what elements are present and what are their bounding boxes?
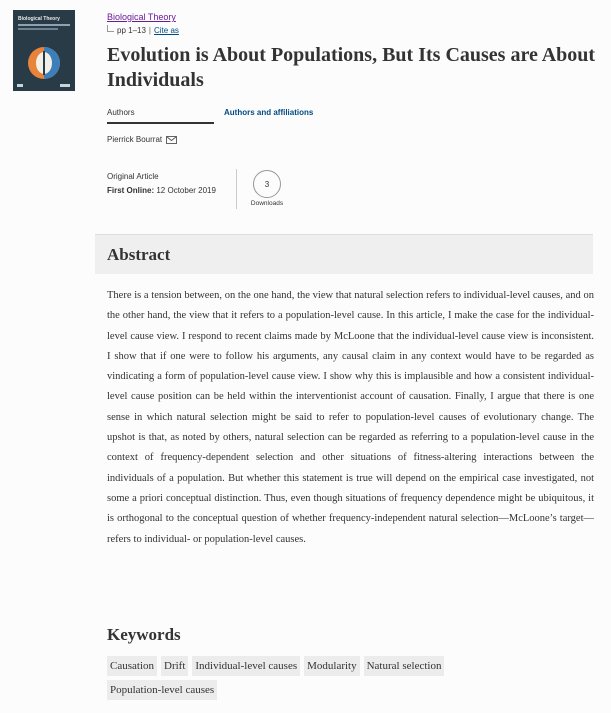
cover-subtitle-bar: [18, 24, 70, 26]
cite-as-link[interactable]: Cite as: [154, 25, 179, 35]
author-entry: [107, 135, 177, 144]
keywords-list: [107, 656, 527, 704]
keywords-heading: Keywords: [107, 625, 181, 644]
keyword-chip: Natural selection: [364, 656, 445, 676]
abstract-text: There is a tension between, on the one hand, the view that natural selection refers to individual-level causes, and on the other hand, the view that it refers to a population-level cause. In this article, I make the case for the individual-level cause view. I respond to recent claims made by McLoone that the individual-level cause view is inconsistent. I show that if one were to follow his arguments, any causal claim in any context would have to be regarded as vindicating a form of population-level cause view. I show why this is implausible and how a consistent individual-level cause position can be held within the interventionist account of causation. Finally, I argue that there is one sense in which natural selection might be said to refer to population-level causes of evolutionary change. The upshot is that, as noted by others, natural selection can be regarded as referring to a population-level cause in the context of frequency-dependent selection and other situations of fitness-altering interactions between the individuals of a population. But whether this statement is true will depend on the empirical case investigated, not some a priori conceptual distinction. Thus, even though situations of frequency dependence might be ubiquitous, it is orthogonal to the conceptual question of whether frequency-independent natural selection—McLoone’s target—refers to individual- or population-level causes.: [107, 290, 594, 545]
cover-subtitle-bar: [18, 28, 58, 30]
keyword-chip: Population-level causes: [107, 680, 217, 700]
cover-publisher-logo: [60, 84, 70, 87]
abstract-heading: Abstract: [107, 245, 171, 264]
email-icon[interactable]: [166, 136, 177, 144]
cover-volume-mark: [17, 84, 23, 87]
first-online-label: First Online:: [107, 186, 155, 195]
abstract-section-header[interactable]: [95, 234, 593, 274]
downloads-count: 3: [253, 170, 281, 198]
tab-authors[interactable]: Authors: [107, 108, 214, 124]
article-title: Evolution is About Populations, But Its Causes are About Individuals: [107, 44, 596, 91]
author-name[interactable]: Pierrick Bourrat: [107, 135, 163, 144]
keyword-chip: Modularity: [304, 656, 360, 676]
article-type: Original Article: [107, 172, 159, 181]
separator: |: [148, 25, 151, 35]
tab-authors-and-affiliations[interactable]: Authors and affiliations: [224, 108, 314, 117]
article-meta: [107, 170, 216, 198]
journal-link[interactable]: Biological Theory: [107, 12, 176, 22]
journal-cover-image[interactable]: [13, 10, 75, 91]
keyword-chip: Drift: [161, 656, 188, 676]
meta-divider: [236, 169, 237, 209]
page-range: pp 1–13: [117, 25, 146, 35]
cover-title: Biological Theory: [18, 16, 60, 22]
downloads-label: Downloads: [250, 200, 284, 207]
first-online-date: 12 October 2019: [156, 186, 216, 195]
keyword-chip: Causation: [107, 656, 157, 676]
keyword-chip: Individual-level causes: [192, 656, 300, 676]
first-online: [107, 184, 216, 198]
citation-line: [107, 23, 179, 37]
author-tabs: [107, 108, 592, 124]
elbow-connector-icon: [107, 25, 114, 32]
cover-emblem-icon: [26, 45, 62, 81]
